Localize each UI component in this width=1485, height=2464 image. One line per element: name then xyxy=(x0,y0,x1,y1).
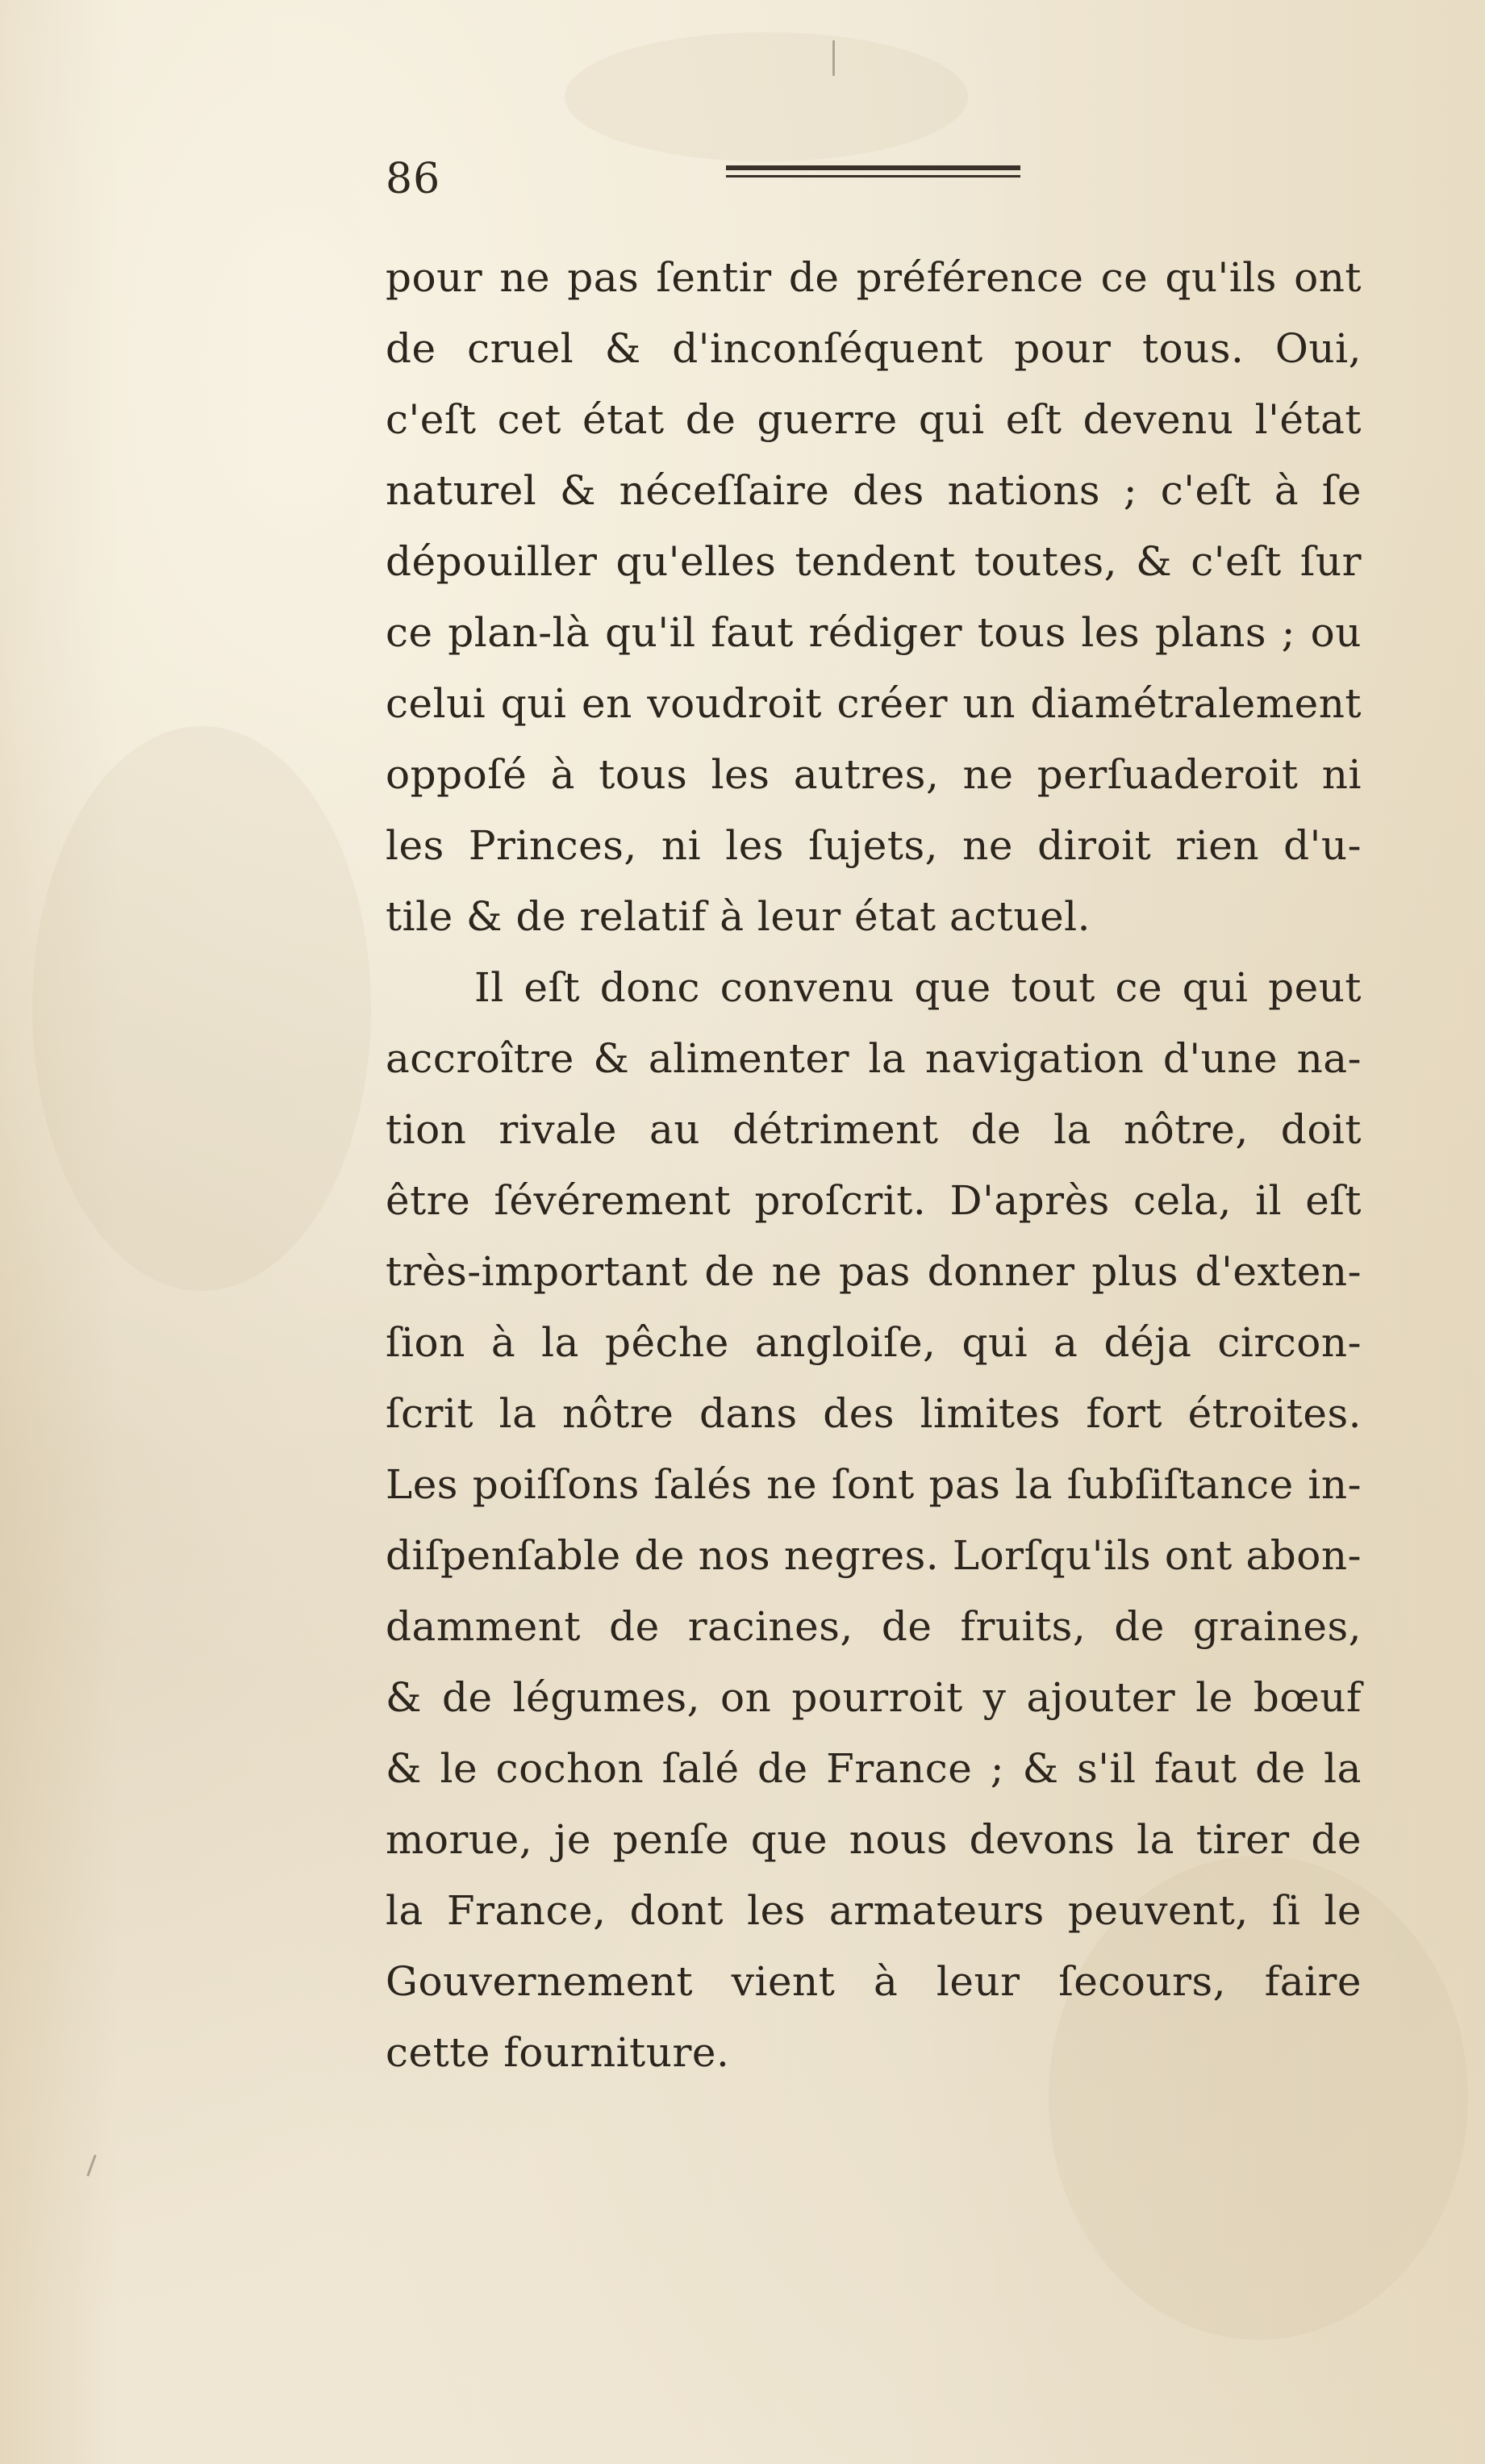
header-rule xyxy=(726,165,1020,177)
header-rule-thick xyxy=(726,165,1020,170)
text-line: oppoſé à tous les autres, ne perſuaderoit ni xyxy=(386,751,1362,798)
text-line: cette fourniture. xyxy=(386,2029,730,2076)
paragraph-1 xyxy=(386,242,1362,952)
text-line: naturel & néceſſaire des nations ; c'eſt à ſe xyxy=(386,467,1362,514)
text-line: damment de racines, de fruits, de graines, xyxy=(386,1603,1362,1650)
text-line: & le cochon ſalé de France ; & s'il faut de la xyxy=(386,1745,1362,1792)
paragraph-2 xyxy=(386,952,1362,2088)
paper-mark xyxy=(86,2154,96,2176)
text-line: ſcrit la nôtre dans des limites fort étroites. xyxy=(386,1390,1362,1437)
paper-stain xyxy=(565,32,968,161)
text-line: c'eſt cet état de guerre qui eſt devenu l'état xyxy=(386,396,1362,443)
text-line: & de légumes, on pourroit y ajouter le bœuf xyxy=(386,1674,1362,1721)
text-line: diſpenſable de nos negres. Lorſqu'ils ont abon- xyxy=(386,1532,1362,1579)
text-line: Gouvernement vient à leur ſecours, faire xyxy=(386,1958,1362,2005)
text-line: morue, je penſe que nous devons la tirer de xyxy=(386,1816,1362,1863)
paper-mark xyxy=(832,40,835,76)
text-line: être ſévérement proſcrit. D'après cela, il eſt xyxy=(386,1177,1362,1224)
text-line: la France, dont les armateurs peuvent, ſi le xyxy=(386,1887,1362,1934)
text-line: pour ne pas ſentir de préférence ce qu'ils ont xyxy=(386,254,1362,301)
text-line: celui qui en voudroit créer un diamétralement xyxy=(386,680,1362,727)
text-line: dépouiller qu'elles tendent toutes, & c'eſt ſur xyxy=(386,538,1362,585)
paper-stain xyxy=(32,726,371,1291)
text-line: très-important de ne pas donner plus d'exten- xyxy=(386,1248,1362,1295)
page-number: 86 xyxy=(386,155,441,203)
body-text xyxy=(386,242,1362,2088)
text-line: les Princes, ni les ſujets, ne diroit rien d'u- xyxy=(386,822,1362,869)
text-line: tile & de relatif à leur état actuel. xyxy=(386,893,1091,940)
text-line: ce plan-là qu'il faut rédiger tous les plans ; ou xyxy=(386,609,1362,656)
text-line: ſion à la pêche angloiſe, qui a déja circon- xyxy=(386,1319,1362,1366)
header-rule-thin xyxy=(726,175,1020,177)
text-line: de cruel & d'inconſéquent pour tous. Oui, xyxy=(386,325,1362,372)
text-line: Les poiſſons ſalés ne ſont pas la ſubſiſtance in- xyxy=(386,1461,1362,1508)
text-line: Il eſt donc convenu que tout ce qui peut xyxy=(474,964,1362,1011)
text-line: accroître & alimenter la navigation d'une na- xyxy=(386,1035,1362,1082)
text-line: tion rivale au détriment de la nôtre, doit xyxy=(386,1106,1362,1153)
